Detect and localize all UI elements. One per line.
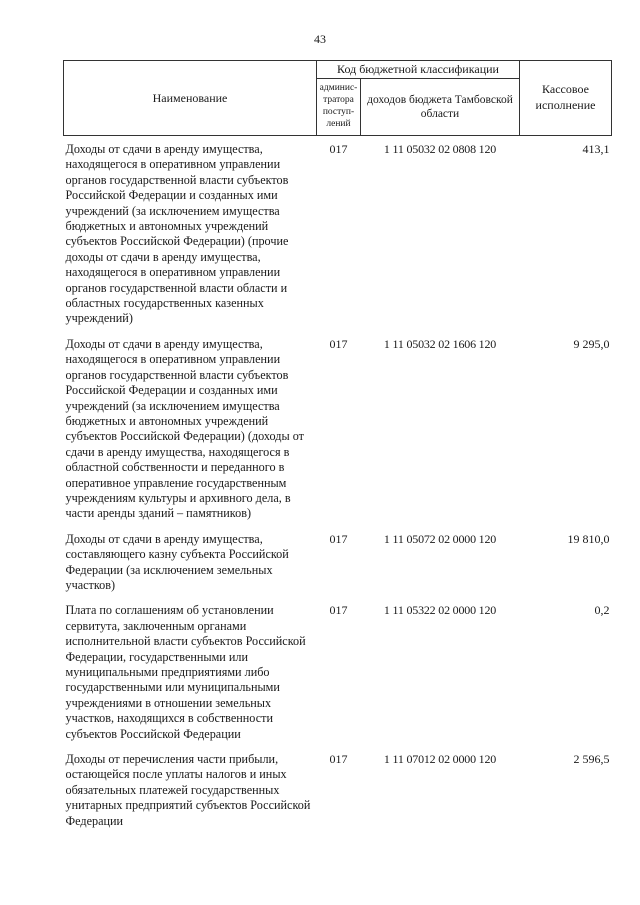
- row-name: Плата по соглашениям об установлении сервитута, заключенным органами исполнительной власти субъектов Российской Федерации, государственными или муниципальными предприятиями либо государственными или муниципальными учреждениями в отношении земельных участков, находящихся в собственности субъектов Российской Федерации: [65, 603, 306, 741]
- header-classification-group: Код бюджетной классификации: [317, 61, 520, 79]
- header-amount: Кассовое исполнение: [520, 61, 612, 136]
- row-amount: 2 596,5: [573, 752, 610, 767]
- row-admin-code: 017: [329, 336, 348, 351]
- row-admin-code: 017: [329, 752, 348, 767]
- header-name: Наименование: [64, 61, 317, 136]
- row-amount: 19 810,0: [567, 531, 610, 546]
- header-revenue-code: доходов бюджета Тамбовской области: [361, 79, 520, 136]
- row-name: Доходы от сдачи в аренду имущества, находящегося в оперативном управлении органов государственной власти субъектов Российской Федерации и созданных ими учреждений (за исключением имущества бюджетных и автономных учреждений субъектов Российской Федерации) (доходы от сдачи в аренду имущества, находящегося в областной собственности и переданного в оперативное управление государственным учреждениям культуры и архивного дела, в части аренды зданий – памятников): [65, 336, 304, 521]
- table-row: [64, 136, 612, 330]
- page-number: 43: [314, 32, 326, 46]
- row-name: Доходы от сдачи в аренду имущества, составляющего казну субъекта Российской Федерации (за исключением земельных участков): [65, 531, 289, 592]
- row-amount: 9 295,0: [573, 336, 610, 351]
- row-admin-code: 017: [329, 603, 348, 618]
- row-admin-code: 017: [329, 531, 348, 546]
- row-admin-code: 017: [329, 142, 348, 156]
- table-row: [64, 525, 612, 597]
- row-amount: 0,2: [594, 603, 610, 618]
- budget-revenue-table: [63, 60, 612, 832]
- table-row: [64, 596, 612, 745]
- header-admin-code: админис-тратора поступ-лений: [317, 79, 361, 136]
- row-name: Доходы от перечисления части прибыли, остающейся после уплаты налогов и иных обязательных платежей государственных унитарных предприятий субъектов Российской Федерации: [65, 752, 311, 828]
- table-row: [64, 745, 612, 832]
- row-amount: 413,1: [582, 142, 610, 156]
- table-row: [64, 330, 612, 525]
- row-revenue-code: 1 11 05072 02 0000 120: [383, 531, 497, 546]
- row-revenue-code: 1 11 05032 02 0808 120: [383, 142, 497, 156]
- row-revenue-code: 1 11 07012 02 0000 120: [383, 752, 497, 767]
- row-revenue-code: 1 11 05032 02 1606 120: [383, 336, 497, 351]
- row-name: Доходы от сдачи в аренду имущества, находящегося в оперативном управлении органов государственной власти субъектов Российской Федерации и созданных ими учреждений (за исключением имущества бюджетных и автономных учреждений субъектов Российской Федерации) (прочие доходы от сдачи в аренду имущества, находящегося в оперативном управлении органов государственной власти области и областных государственных казенных учреждений): [65, 142, 289, 326]
- row-revenue-code: 1 11 05322 02 0000 120: [383, 603, 497, 618]
